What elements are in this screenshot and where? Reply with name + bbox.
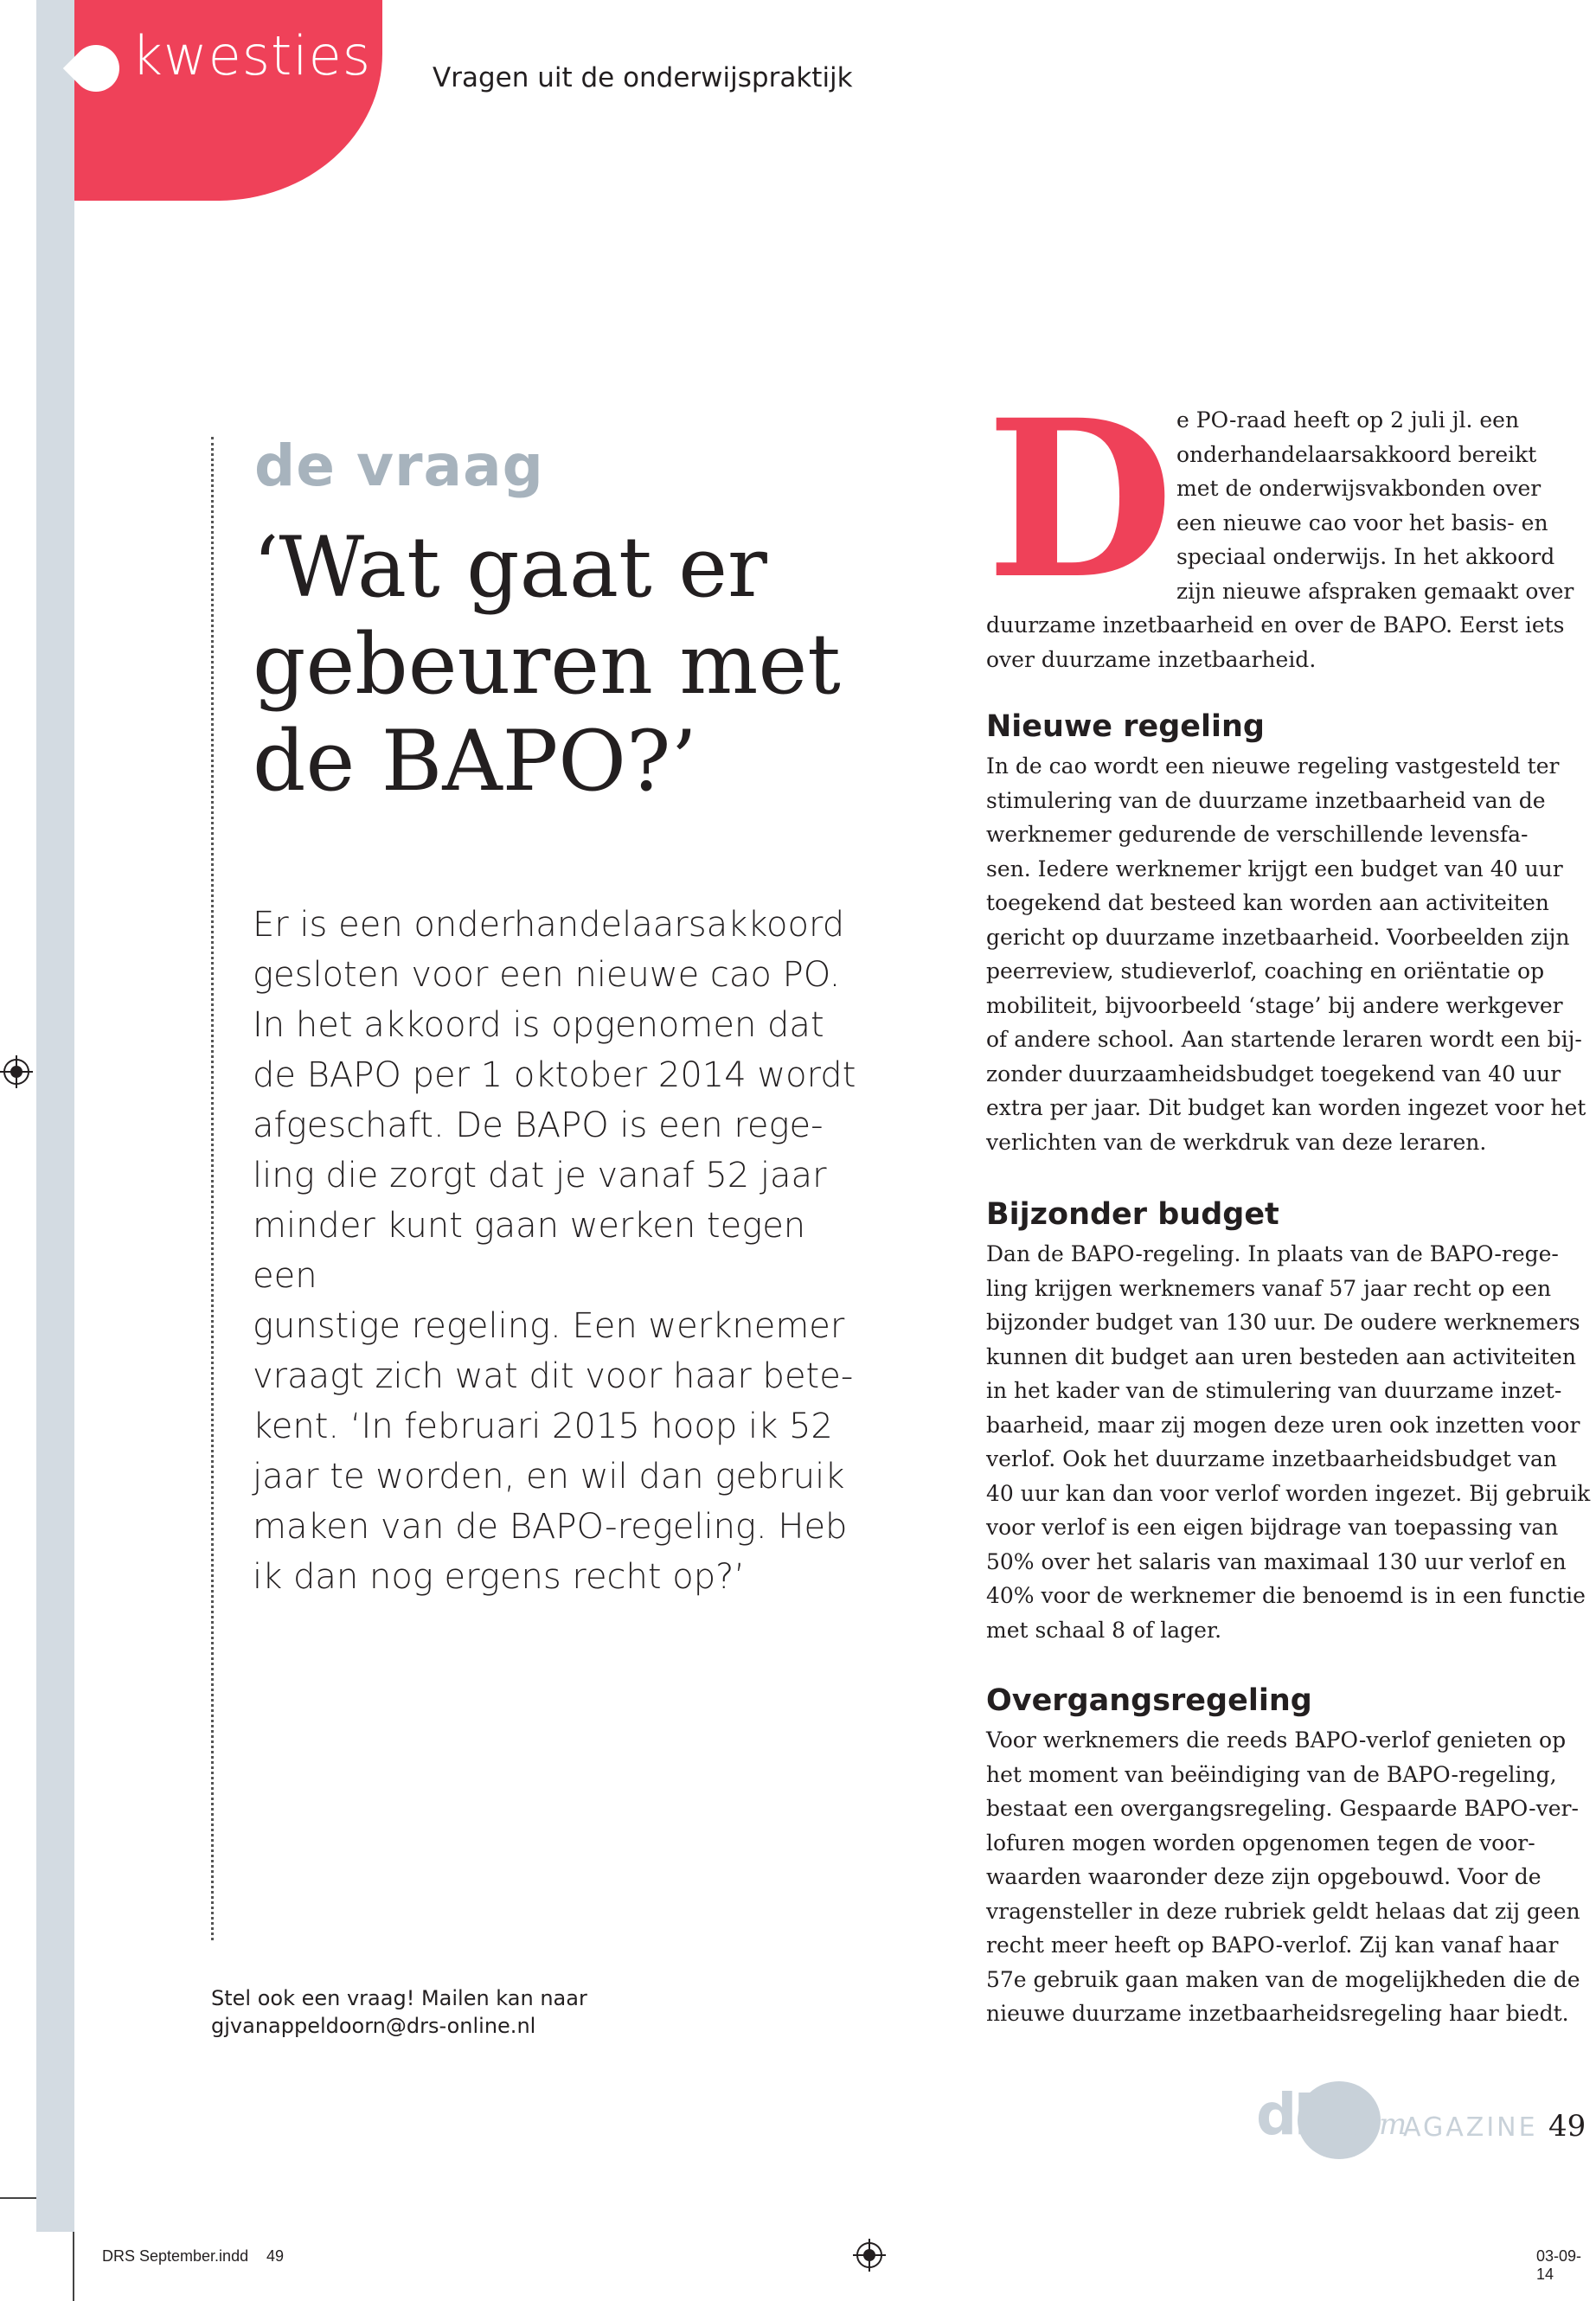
body-line: Er is een onderhandelaarsakkoord — [253, 905, 845, 945]
text-line: peerreview, studieverlof, coaching en oriëntatie op — [986, 958, 1545, 984]
text-line: 40 uur kan dan voor verlof worden ingezet. Bij gebruik — [986, 1480, 1591, 1506]
intro-continued — [986, 608, 1592, 676]
slug-date: 03-09-14 — [1536, 2247, 1582, 2283]
body-line: gesloten voor een nieuwe cao PO. — [253, 955, 841, 995]
slug-filename: DRS September.indd — [102, 2247, 249, 2265]
text-line: het moment van beëindiging van de BAPO-regeling, — [986, 1761, 1557, 1787]
text-line: bijzonder budget van 130 uur. De oudere werknemers — [986, 1310, 1580, 1335]
body-line: ik dan nog ergens recht op?’ — [253, 1557, 746, 1597]
section-text-nieuwe-regeling — [986, 749, 1592, 1159]
text-line: sen. Iedere werknemer krijgt een budget van 40 uur — [986, 856, 1563, 881]
body-line: de BAPO per 1 oktober 2014 wordt — [253, 1055, 856, 1095]
intro-beside-cap — [1176, 403, 1592, 608]
intro-line: duurzame inzetbaarheid en over de BAPO. Eerst iets — [986, 612, 1565, 638]
intro-line: een nieuwe cao voor het basis- en — [1176, 510, 1548, 535]
section-text-bijzonder-budget — [986, 1237, 1592, 1647]
text-line: In de cao wordt een nieuwe regeling vastgesteld ter — [986, 753, 1560, 779]
section-heading-nieuwe-regeling: Nieuwe regeling — [986, 709, 1265, 744]
body-line: ling die zorgt dat je vanaf 52 jaar — [253, 1156, 827, 1195]
text-line: recht meer heeft op BAPO-verlof. Zij kan vanaf haar — [986, 1932, 1559, 1958]
text-line: verlof. Ook het duurzame inzetbaarheidsbudget van — [986, 1446, 1558, 1471]
section-heading-bijzonder-budget: Bijzonder budget — [986, 1197, 1279, 1232]
crop-mark — [73, 2232, 74, 2301]
text-line: werknemer gedurende de verschillende levensfa- — [986, 822, 1529, 847]
text-line: gericht op duurzame inzetbaarheid. Voorbeelden zijn — [986, 924, 1570, 950]
body-line: maken van de BAPO-regeling. Heb — [253, 1507, 848, 1547]
body-line: gunstige regeling. Een werknemer — [253, 1306, 845, 1346]
registration-mark-icon — [853, 2239, 886, 2272]
body-line: afgeschaft. De BAPO is een rege- — [253, 1106, 824, 1145]
text-line: Voor werknemers die reeds BAPO-verlof genieten op — [986, 1727, 1567, 1753]
section-text-overgangsregeling — [986, 1723, 1592, 2031]
intro-line: zijn nieuwe afspraken gemaakt over — [1176, 578, 1574, 604]
question-label: de vraag — [254, 433, 544, 499]
section-subtitle: Vragen uit de onderwijspraktijk — [433, 62, 853, 93]
contact-note — [211, 1984, 609, 2040]
contact-email: gjvanappeldoorn@drs-online.nl — [211, 2014, 536, 2038]
text-line: Dan de BAPO-regeling. In plaats van de BAPO-rege- — [986, 1241, 1559, 1266]
logo-drs: dRS — [1256, 2081, 1372, 2148]
intro-line: e PO-raad heeft op 2 juli jl. een — [1176, 407, 1520, 433]
text-line: nieuwe duurzame inzetbaarheidsregeling haar biedt. — [986, 2001, 1569, 2026]
print-rule — [0, 2197, 36, 2199]
text-line: zonder duurzaamheidsbudget toegekend van 40 uur — [986, 1061, 1561, 1086]
text-line: verlichten van de werkdruk van deze leraren. — [986, 1129, 1487, 1155]
intro-line: met de onderwijsvakbonden over — [1176, 476, 1542, 501]
text-line: vragensteller in deze rubriek geldt helaas dat zij geen — [986, 1898, 1580, 1924]
title-line: de BAPO?’ — [253, 713, 697, 810]
text-line: in het kader van de stimulering van duurzame inzet- — [986, 1378, 1562, 1403]
body-line: minder kunt gaan werken tegen een — [253, 1206, 806, 1296]
text-line: bestaat een overgangsregeling. Gespaarde BAPO-ver- — [986, 1796, 1579, 1821]
section-heading-overgangsregeling: Overgangsregeling — [986, 1683, 1312, 1718]
text-line: 50% over het salaris van maximaal 130 uur verlof en — [986, 1548, 1567, 1574]
text-line: mobiliteit, bijvoorbeeld ‘stage’ bij andere werkgever — [986, 992, 1563, 1018]
text-line: extra per jaar. Dit budget kan worden ingezet voor het — [986, 1095, 1586, 1120]
text-line: baarheid, maar zij mogen deze uren ook inzetten voor — [986, 1412, 1580, 1438]
registration-mark-icon — [0, 1055, 33, 1088]
contact-line: Stel ook een vraag! Mailen kan naar — [211, 1986, 587, 2010]
text-line: ling krijgen werknemers vanaf 57 jaar recht op een — [986, 1275, 1552, 1301]
side-bar — [36, 0, 74, 2232]
title-line: gebeuren met — [253, 616, 841, 713]
question-body — [253, 900, 875, 1602]
dotted-divider — [211, 437, 214, 1940]
text-line: waarden waaronder deze zijn opgebouwd. Voor de — [986, 1864, 1542, 1889]
text-line: met schaal 8 of lager. — [986, 1617, 1222, 1643]
text-line: lofuren mogen worden opgenomen tegen de voor- — [986, 1830, 1535, 1856]
intro-line: speciaal onderwijs. In het akkoord — [1176, 544, 1555, 569]
text-line: stimulering van de duurzame inzetbaarheid van de — [986, 787, 1546, 813]
text-line: voor verlof is een eigen bijdrage van toepassing van — [986, 1515, 1559, 1540]
body-line: jaar te worden, en wil dan gebruik — [253, 1457, 845, 1497]
intro-line: onderhandelaarsakkoord bereikt — [1176, 441, 1537, 467]
page-number: 49 — [1548, 2109, 1586, 2144]
body-line: kent. ‘In februari 2015 hoop ik 52 — [253, 1407, 833, 1446]
title-line: ‘Wat gaat er — [253, 519, 767, 616]
section-label: kwesties — [131, 24, 372, 87]
body-line: vraagt zich wat dit voor haar bete- — [253, 1356, 854, 1396]
logo-magazine: AGAZINE — [1403, 2112, 1538, 2143]
text-line: of andere school. Aan startende leraren wordt een bij- — [986, 1027, 1582, 1052]
text-line: 40% voor de werknemer die benoemd is in een functie — [986, 1583, 1586, 1608]
text-line: toegekend dat besteed kan worden aan activiteiten — [986, 890, 1549, 915]
text-line: 57e gebruik gaan maken van de mogelijkheden die de — [986, 1966, 1580, 1992]
text-line: kunnen dit budget aan uren besteden aan activiteiten — [986, 1343, 1576, 1369]
intro-line: over duurzame inzetbaarheid. — [986, 646, 1317, 672]
slug-page: 49 — [266, 2247, 285, 2265]
body-line: In het akkoord is opgenomen dat — [253, 1005, 824, 1045]
drop-cap: D — [986, 372, 1174, 626]
question-title — [253, 519, 910, 810]
logo-m: m — [1379, 2107, 1407, 2142]
